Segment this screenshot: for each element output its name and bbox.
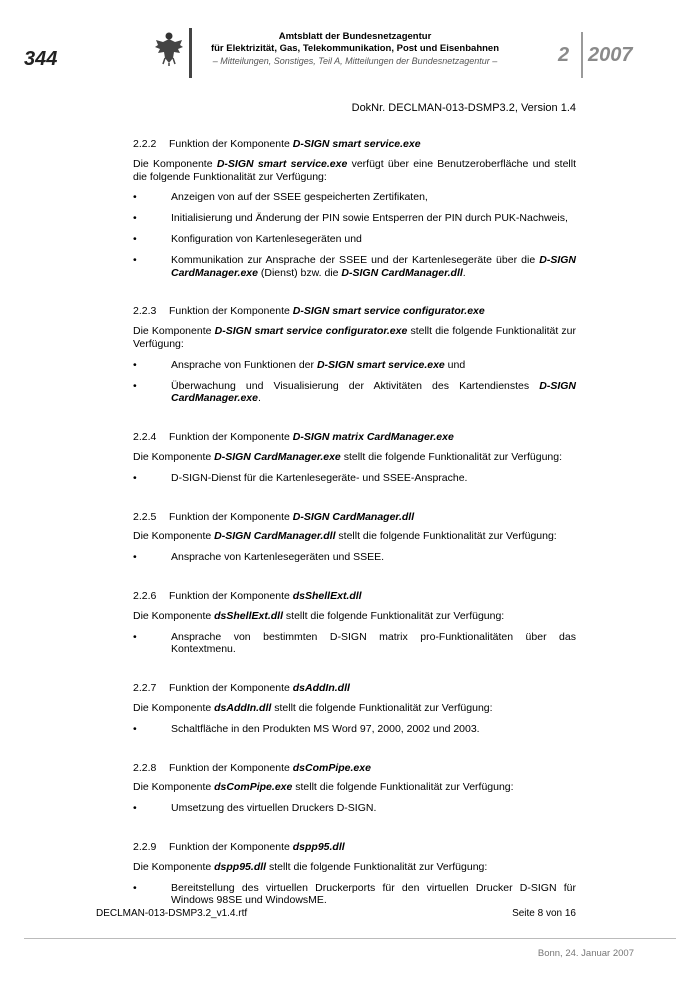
section-title-text: Funktion der Komponente xyxy=(169,589,293,602)
text-run: Bereitstellung des virtuellen Druckerports für den virtuellen Drucker D-SIGN für Windows 98SE und WindowsME. xyxy=(171,881,576,907)
section-number: 2.2.3 xyxy=(133,305,157,318)
text-run: stellt die folgende Funktionalität zur Verfügung: xyxy=(340,450,563,463)
journal-header xyxy=(200,31,510,68)
section-title-component: dsShellExt.dll xyxy=(292,589,362,602)
component-name: dsAddIn.dll xyxy=(214,701,272,714)
federal-eagle-icon xyxy=(154,30,184,66)
section-heading xyxy=(133,511,576,524)
component-name: dsShellExt.dll xyxy=(214,609,283,622)
footer-filename: DECLMAN-013-DSMP3.2_v1.4.rtf xyxy=(96,908,248,919)
section-2-2-2 xyxy=(133,138,576,279)
text-run: stellt die folgende Funktionalität zur Verfügung: xyxy=(283,609,505,622)
text-run: Die Komponente xyxy=(133,701,215,714)
list-item xyxy=(133,882,576,908)
section-2-2-8 xyxy=(133,762,576,815)
section-title-component: D-SIGN smart service.exe xyxy=(292,138,421,150)
document-body xyxy=(133,138,576,933)
text-run: und xyxy=(444,358,466,371)
section-number: 2.2.5 xyxy=(133,510,157,523)
text-run: verfügt über eine Benutzeroberfläche und stellt die folgende Funktionalität zur Verfügung: xyxy=(133,157,576,183)
section-intro xyxy=(133,530,576,543)
text-run: Die Komponente xyxy=(133,609,215,622)
bullet-list xyxy=(133,472,576,485)
text-run: stellt die folgende Funktionalität zur Verfügung: xyxy=(292,781,514,794)
text-run: Die Komponente xyxy=(133,325,215,338)
issue-year: 2007 xyxy=(588,44,633,66)
text-run: (Dienst) bzw. die xyxy=(257,266,342,279)
list-item xyxy=(133,233,576,246)
section-intro xyxy=(133,702,576,715)
section-title-text: Funktion der Komponente xyxy=(169,761,293,774)
component-name: D-SIGN smart service.exe xyxy=(216,157,348,170)
text-run: Die Komponente xyxy=(133,860,215,873)
section-intro xyxy=(133,158,576,184)
bullet-list xyxy=(133,882,576,908)
journal-subtitle: für Elektrizität, Gas, Telekommunikation, Post und Eisenbahnen xyxy=(210,43,500,54)
component-name: dspp95.dll xyxy=(214,860,267,873)
section-heading xyxy=(133,138,576,151)
journal-section: – Mitteilungen, Sonstiges, Teil A, Mitteilungen der Bundesnetzagentur – xyxy=(212,56,498,66)
section-number: 2.2.9 xyxy=(133,840,157,853)
text-run: stellt die folgende Funktionalität zur Verfügung: xyxy=(133,325,576,350)
section-heading xyxy=(133,431,576,444)
section-intro xyxy=(133,451,576,464)
section-intro xyxy=(133,861,576,874)
section-number: 2.2.6 xyxy=(133,589,157,602)
section-2-2-4 xyxy=(133,431,576,484)
list-item xyxy=(133,212,576,225)
bullet-list xyxy=(133,551,576,564)
bullet-list xyxy=(133,359,576,405)
section-heading xyxy=(133,682,576,695)
component-name: D-SIGN smart service configurator.exe xyxy=(214,325,408,338)
text-run: stellt die folgende Funktionalität zur Verfügung: xyxy=(335,530,557,543)
section-2-2-3 xyxy=(133,305,576,405)
bullet-list xyxy=(133,191,576,279)
section-intro xyxy=(133,781,576,794)
footer-page: Seite 8 von 16 xyxy=(512,908,576,919)
text-run: Ansprache von bestimmten D-SIGN matrix pro-Funktionalitäten über das Kontextmenu. xyxy=(171,630,576,656)
section-title-component: dsComPipe.exe xyxy=(292,761,371,774)
section-title-component: dspp95.dll xyxy=(292,840,345,853)
list-item xyxy=(133,254,576,280)
section-heading xyxy=(133,762,576,775)
section-title-text: Funktion der Komponente xyxy=(169,305,293,318)
bullet-list xyxy=(133,802,576,815)
text-run: D-SIGN-Dienst für die Kartenlesegeräte- und SSEE-Ansprache. xyxy=(171,471,468,484)
section-title-component: D-SIGN smart service configurator.exe xyxy=(292,305,485,318)
bullet-list xyxy=(133,631,576,657)
list-item xyxy=(133,191,576,204)
page-number: 344 xyxy=(24,48,58,70)
issue-number: 2 xyxy=(558,44,570,66)
list-item xyxy=(133,802,576,815)
section-title-text: Funktion der Komponente xyxy=(169,840,293,853)
text-run: stellt die folgende Funktionalität zur Verfügung: xyxy=(266,860,488,873)
text-run: . xyxy=(462,266,466,279)
section-number: 2.2.2 xyxy=(133,138,157,150)
text-run: Ansprache von Kartenlesegeräten und SSEE. xyxy=(171,551,385,564)
component-name: D-SIGN CardManager.exe xyxy=(171,253,576,279)
text-run: Überwachung und Visualisierung der Aktivitäten des Kartendienstes xyxy=(171,379,540,392)
section-title-component: D-SIGN CardManager.dll xyxy=(292,510,415,523)
section-heading xyxy=(133,841,576,854)
bullet-list xyxy=(133,723,576,736)
text-run: Initialisierung und Änderung der PIN sowie Entsperren der PIN durch PUK-Nachweis, xyxy=(171,212,568,225)
section-title-text: Funktion der Komponente xyxy=(169,431,293,444)
text-run: Anzeigen von auf der SSEE gespeicherten Zertifikaten, xyxy=(171,191,428,204)
section-heading xyxy=(133,590,576,603)
section-title-text: Funktion der Komponente xyxy=(169,682,293,695)
text-run: Die Komponente xyxy=(133,450,215,463)
section-title-component: dsAddIn.dll xyxy=(292,682,350,695)
list-item xyxy=(133,380,576,406)
document-number: DokNr. DECLMAN-013-DSMP3.2, Version 1.4 xyxy=(351,102,576,114)
text-run: Die Komponente xyxy=(133,157,217,170)
section-title-component: D-SIGN matrix CardManager.exe xyxy=(292,431,454,444)
list-item xyxy=(133,631,576,657)
text-run: stellt die folgende Funktionalität zur Verfügung: xyxy=(271,701,493,714)
section-number: 2.2.7 xyxy=(133,682,157,695)
section-heading xyxy=(133,305,576,318)
component-name: D-SIGN CardManager.exe xyxy=(214,450,341,463)
section-2-2-5 xyxy=(133,511,576,564)
section-2-2-7 xyxy=(133,682,576,735)
text-run: . xyxy=(257,392,261,405)
section-2-2-6 xyxy=(133,590,576,656)
journal-title: Amtsblatt der Bundesnetzagentur xyxy=(278,31,432,42)
section-intro xyxy=(133,325,576,351)
component-name: D-SIGN CardManager.dll xyxy=(341,266,463,279)
footer-divider xyxy=(24,938,676,939)
section-title-text: Funktion der Komponente xyxy=(169,138,293,150)
section-number: 2.2.4 xyxy=(133,431,157,444)
component-name: dsComPipe.exe xyxy=(214,781,293,794)
issue-divider xyxy=(581,32,583,78)
text-run: Schaltfläche in den Produkten MS Word 97, 2000, 2002 und 2003. xyxy=(171,722,480,735)
component-name: D-SIGN smart service.exe xyxy=(316,358,445,371)
text-run: Umsetzung des virtuellen Druckers D-SIGN. xyxy=(171,802,377,815)
text-run: Konfiguration von Kartenlesegeräten und xyxy=(171,232,362,245)
text-run: Die Komponente xyxy=(133,530,215,543)
list-item xyxy=(133,723,576,736)
section-intro xyxy=(133,610,576,623)
list-item xyxy=(133,551,576,564)
section-number: 2.2.8 xyxy=(133,761,157,774)
list-item xyxy=(133,359,576,372)
component-name: D-SIGN CardManager.dll xyxy=(214,530,336,543)
text-run: Ansprache von Funktionen der xyxy=(171,358,317,371)
footer-date: Bonn, 24. Januar 2007 xyxy=(537,948,634,959)
section-2-2-9 xyxy=(133,841,576,907)
section-title-text: Funktion der Komponente xyxy=(169,510,293,523)
text-run: Die Komponente xyxy=(133,781,215,794)
component-name: D-SIGN CardManager.exe xyxy=(171,379,576,405)
text-run: Kommunikation zur Ansprache der SSEE und der Kartenlesegeräte über die xyxy=(171,253,540,266)
header-divider xyxy=(189,28,192,78)
list-item xyxy=(133,472,576,485)
